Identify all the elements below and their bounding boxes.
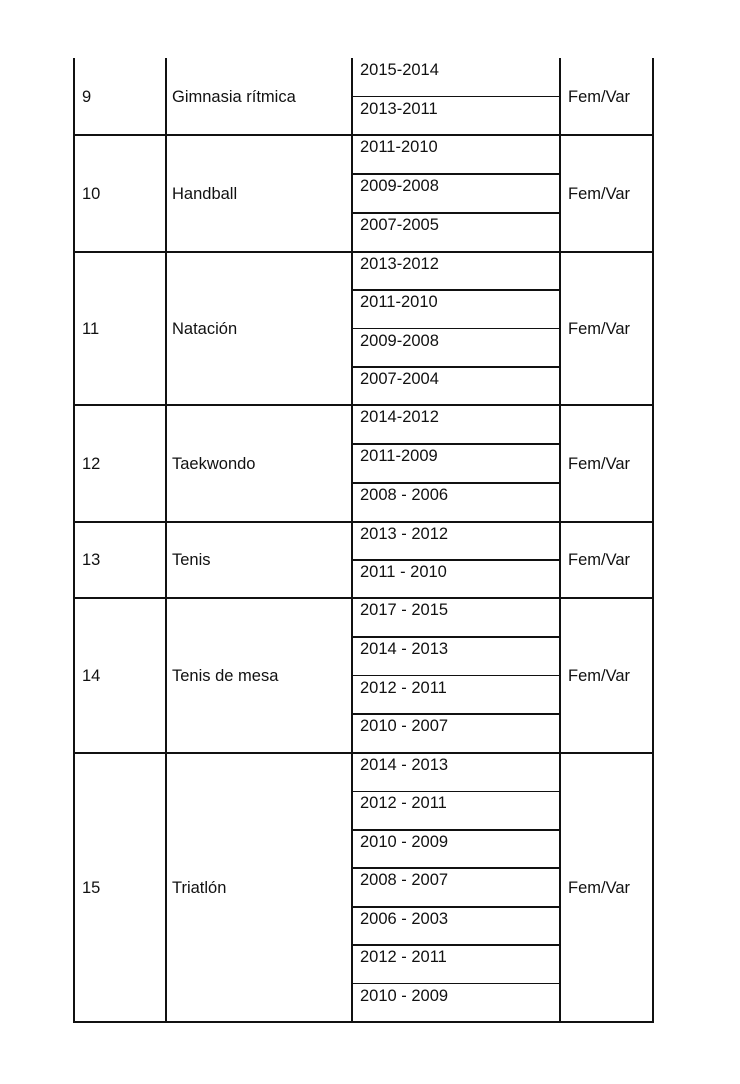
row-rule: [73, 404, 654, 406]
sub-cell-rule: [351, 482, 561, 484]
sport-name: Natación: [172, 319, 238, 338]
year-range: 2011-2010: [360, 293, 438, 312]
gender-category: Fem/Var: [568, 878, 631, 897]
year-range: 2013-2011: [360, 99, 438, 118]
column-rule: [652, 58, 654, 1023]
gender-category: Fem/Var: [568, 666, 631, 685]
sport-name: Tenis: [172, 551, 211, 569]
sub-cell-rule: [351, 983, 561, 985]
year-range: 2015-2014: [360, 61, 439, 79]
row-rule: [73, 251, 654, 253]
row-number: 14: [82, 666, 101, 685]
year-range: 2011-2010: [360, 138, 438, 156]
year-range: 2012 - 2011: [360, 678, 447, 697]
sub-cell-rule: [351, 906, 561, 908]
column-rule: [73, 58, 75, 1023]
year-range: 2013-2012: [360, 255, 439, 273]
row-rule: [73, 597, 654, 599]
sub-cell-rule: [351, 636, 561, 638]
year-range: 2007-2005: [360, 216, 439, 234]
sport-name: Tenis de mesa: [172, 666, 279, 685]
year-range: 2012 - 2011: [360, 948, 447, 967]
year-range: 2011-2009: [360, 447, 438, 465]
sub-cell-rule: [351, 829, 561, 831]
sub-cell-rule: [351, 944, 561, 946]
sub-cell-rule: [351, 212, 561, 214]
row-rule: [73, 521, 654, 523]
column-rule: [165, 58, 167, 1023]
row-number: 13: [82, 551, 101, 569]
sub-cell-rule: [351, 328, 561, 330]
sport-name: Taekwondo: [172, 454, 256, 473]
year-range: 2007-2004: [360, 369, 439, 388]
column-rule: [351, 58, 353, 1023]
gender-category: Fem/Var: [568, 87, 631, 106]
row-number: 10: [82, 184, 101, 203]
year-range: 2010 - 2007: [360, 717, 449, 736]
row-rule: [73, 752, 654, 754]
year-range: 2012 - 2011: [360, 794, 447, 813]
column-rule: [559, 58, 561, 1023]
gender-category: Fem/Var: [568, 454, 631, 473]
sub-cell-rule: [351, 173, 561, 175]
year-range: 2006 - 2003: [360, 909, 449, 928]
sub-cell-rule: [351, 791, 561, 793]
gender-category: Fem/Var: [568, 184, 631, 203]
year-range: 2017 - 2015: [360, 601, 449, 619]
year-range: 2014-2012: [360, 408, 439, 426]
sub-cell-rule: [351, 713, 561, 715]
gender-category: Fem/Var: [568, 319, 631, 338]
sub-cell-rule: [351, 559, 561, 561]
sub-cell-rule: [351, 96, 561, 98]
year-range: 2010 - 2009: [360, 832, 449, 851]
sub-cell-rule: [351, 675, 561, 677]
row-rule: [73, 1021, 654, 1023]
year-range: 2009-2008: [360, 177, 439, 195]
sub-cell-rule: [351, 289, 561, 291]
row-number: 11: [82, 319, 100, 338]
row-number: 15: [82, 878, 101, 897]
sub-cell-rule: [351, 867, 561, 869]
year-range: 2009-2008: [360, 331, 439, 350]
year-range: 2014 - 2013: [360, 756, 449, 774]
sport-name: Triatlón: [172, 878, 227, 897]
row-number: 12: [82, 454, 101, 473]
sub-cell-rule: [351, 366, 561, 368]
sport-name: Gimnasia rítmica: [172, 87, 296, 106]
year-range: 2008 - 2006: [360, 486, 449, 504]
sub-cell-rule: [351, 443, 561, 445]
year-range: 2011 - 2010: [360, 563, 447, 581]
row-number: 9: [82, 87, 92, 106]
year-range: 2010 - 2009: [360, 986, 449, 1005]
year-range: 2014 - 2013: [360, 639, 449, 658]
sport-name: Handball: [172, 184, 238, 203]
year-range: 2013 - 2012: [360, 525, 449, 543]
year-range: 2008 - 2007: [360, 871, 449, 890]
gender-category: Fem/Var: [568, 551, 631, 569]
row-rule: [73, 134, 654, 136]
